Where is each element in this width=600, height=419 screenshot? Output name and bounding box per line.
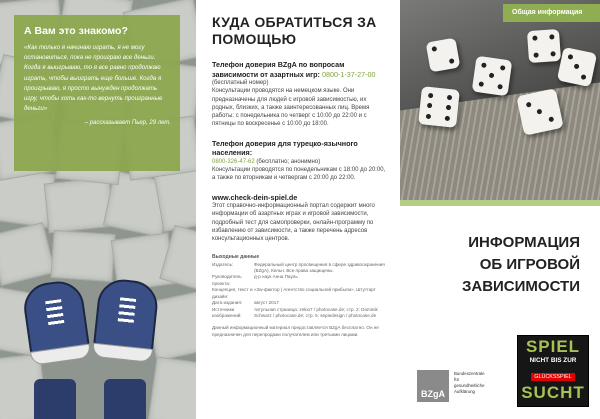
quote-text: «Как только я начинаю играть, я не могу остановиться, пока не проиграю все деньги. Когда я выигрываю, то я все равно продолжаю играть, чтобы выиграть еще больше. Когда я проигрываю, я просто вынужден продолжать игру, чтобы хоть как-то вернуть проигранные деньги» xyxy=(24,44,163,113)
imprint-row: Концепция, текст и дизайн: «3w-фактор | Агентство социальной прибыли», Штутгарт xyxy=(212,287,376,299)
hotline-bzga-body: Консультации проводятся на немецком языке. Они предназначены для людей с игровой зависимостью, их родных, близких, а также заинтересованных лиц. Время работы: с понедельника по четверг с 10:00 до 22:00 и с пятницы по воскресенье с 10:00 до 18:00. xyxy=(212,88,370,128)
hotline-turkish-heading: Телефон доверия для турецко-язычного населения: xyxy=(212,138,358,158)
imprint-heading: Выходные данные xyxy=(212,253,260,260)
website-link[interactable]: www.check-dein-spiel.de xyxy=(212,192,298,202)
left-panel xyxy=(0,0,196,419)
cover-panel xyxy=(400,0,600,419)
die xyxy=(418,86,460,128)
hotline-turkish-phone[interactable]: 0800-326-47-62 xyxy=(212,158,255,165)
die xyxy=(516,88,563,135)
spiel-nicht-bis-zur-sucht-logo: SPIEL NICHT BIS ZUR GLÜCKSSPIEL SUCHT xyxy=(517,335,589,407)
right-shoe xyxy=(92,277,160,361)
feet-photo xyxy=(0,250,196,419)
bzga-logo: BZgA xyxy=(417,370,449,402)
hotline-turkish-block xyxy=(212,139,386,183)
help-panel xyxy=(196,0,400,419)
category-tag: Общая информация xyxy=(503,4,600,22)
hotline-bzga-block xyxy=(212,60,386,129)
quote-title: А Вам это знакомо? xyxy=(24,25,128,37)
hotline-bzga-note: (бесплатный номер) xyxy=(212,80,269,86)
cover-title: ИНФОРМАЦИЯ ОБ ИГРОВОЙ ЗАВИСИМОСТИ xyxy=(461,234,580,295)
quote-box xyxy=(14,15,180,171)
imprint-table xyxy=(212,262,386,320)
die xyxy=(527,29,561,63)
left-shoe xyxy=(21,278,91,364)
help-title: КУДА ОБРАТИТЬСЯ ЗА ПОМОЩЬЮ xyxy=(212,14,377,47)
hotline-turkish-body: Консультации проводятся по понедельникам с 18:00 до 20:00, а также по вторникам и четвергам с 20:00 до 22:00. xyxy=(212,167,386,182)
imprint-row: Издатель: Федеральный центр просвещения в сфере здравоохранения (BZgA), Кельн. Все права защищены. xyxy=(212,261,385,274)
quote-author: – рассказывает Пьер, 29 лет. xyxy=(84,120,171,127)
hotline-bzga-heading: Телефон доверия BZgA по вопросам зависимости от азартных игр: 0800-1-37-27-00 xyxy=(212,60,376,79)
website-block xyxy=(212,193,386,244)
website-body: Этот справочно-информационный портал содержит много информации об азартных играх и игровой зависимости, подробный тест для самопроверки, онлайн-программу по избавлению от зависимости, а также перечень адресов консультационных центров. xyxy=(212,203,375,243)
die xyxy=(557,47,597,87)
imprint-row: Источники изображений: титульная страница: zekio7 / photocase.de; стр. 2: Dominik Schwarz / photocase.de; стр. 5: sepiedesign / photocase.de xyxy=(212,306,378,318)
imprint-row: Дата издания: август 2017 xyxy=(212,300,279,306)
hotline-bzga-phone[interactable]: 0800-1-37-27-00 xyxy=(321,69,376,79)
die xyxy=(426,38,461,73)
imprint-row: Руководитель проекта: д-р наук Анна Пауль xyxy=(212,274,298,286)
bzga-name: Bundeszentrale für gesundheitliche Aufklärung xyxy=(454,371,485,394)
hotline-turkish-note: (бесплатно; анонимно) xyxy=(256,158,321,165)
distribution-note: Данный информационный материал предоставляется BZgA бесплатно. Он не предназначен для перепродажи получателем или третьими лицами. xyxy=(212,325,379,337)
die xyxy=(472,56,513,97)
accent-bar xyxy=(400,200,600,206)
dice-photo xyxy=(400,0,600,200)
